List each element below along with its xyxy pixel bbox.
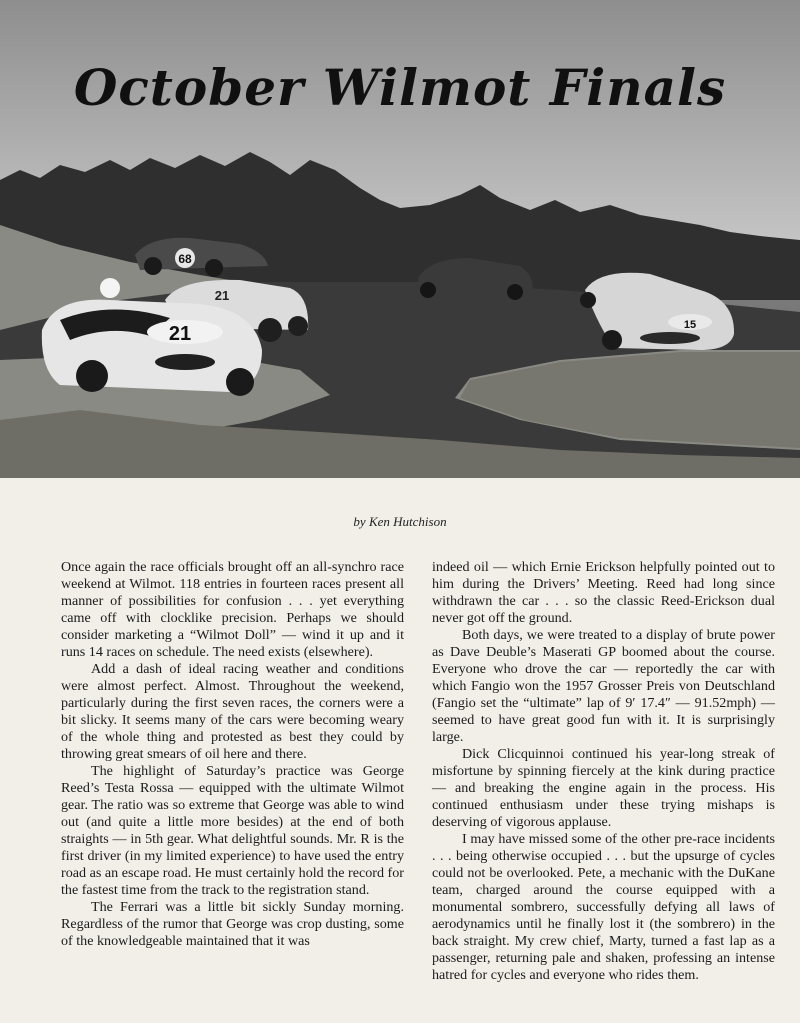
right-column — [432, 559, 775, 984]
car-number-21-front: 21 — [168, 323, 192, 345]
paragraph: Dick Clicquinnoi continued his year-long streak of misfortune by spinning fiercely at the kink during practice — and breaking the engine again in the process. His continued enthusiasm under these trying mishaps is deserving of vigorous applause. — [432, 746, 775, 830]
paragraph: The highlight of Saturday’s practice was George Reed’s Testa Rossa — equipped with the ultimate Wilmot gear. The ratio was so extreme that George was able to wind out (and quite a little more besides) at the end of both straights — in 5th gear. What delightful sounds. Mr. R is the first driver (in my limited experience) to have used the entry road as an escape road. He must certainly hold the record for the fastest time from the track to the registration stand. — [61, 763, 404, 898]
paragraph: Both days, we were treated to a display of brute power as Dave Deuble’s Maserati GP boomed about the course. Everyone who drove the car — reportedly the car with which Fangio won the 1957 Grosser Preis von Deutschland (Fangio set the “ultimate” lap of 9′ 17.4″ — 91.52mph) — seemed to have great good fun with it. It is surprisingly large. — [432, 627, 775, 745]
car-number-68: 68 — [178, 252, 192, 266]
race-photo — [0, 0, 800, 478]
byline: by Ken Hutchison — [353, 514, 447, 529]
paragraph: Add a dash of ideal racing weather and conditions were almost perfect. Almost. Throughout the weekend, particularly during the first seven races, the corners were a bit slicky. It seems many of the cars were becoming weary of the whole thing and protested as best they could by throwing great smears of oil here and there. — [61, 661, 404, 762]
left-column — [61, 559, 404, 950]
paragraph: I may have missed some of the other pre-race incidents . . . being otherwise occupied . . . but the upsurge of cycles could not be overlooked. Pete, a mechanic with the DuKane team, charged around the course equipped with a monumental sombrero, successfully defying all laws of aerodynamics until he finally lost it (the sombrero) in the back straight. My crew chief, Marty, turned a fast lap as a passenger, returning pale and shaken, professing an intense hatred for cycles and everyone who rides them. — [432, 831, 775, 983]
car-number-15: 15 — [683, 319, 697, 331]
paragraph: The Ferrari was a little bit sickly Sunday morning. Regardless of the rumor that George was crop dusting, some of the knowledgeable maintained that it was — [61, 899, 404, 949]
paragraph: indeed oil — which Ernie Erickson helpfully pointed out to him during the Drivers’ Meeting. Reed had long since withdrawn the car . . . so the classic Reed-Erickson dual never got off the ground. — [432, 559, 775, 626]
car-number-21-rear: 21 — [214, 288, 230, 303]
article-title: October Wilmot Finals — [73, 58, 727, 117]
paragraph: Once again the race officials brought off an all-synchro race weekend at Wilmot. 118 entries in fourteen races present all manner of possibilities for confusion . . . yet everything came off with clocklike precision. Perhaps we should consider marketing a “Wilmot Doll” — wind it up and it runs 14 races on schedule. The need exists (elsewhere). — [61, 559, 404, 660]
